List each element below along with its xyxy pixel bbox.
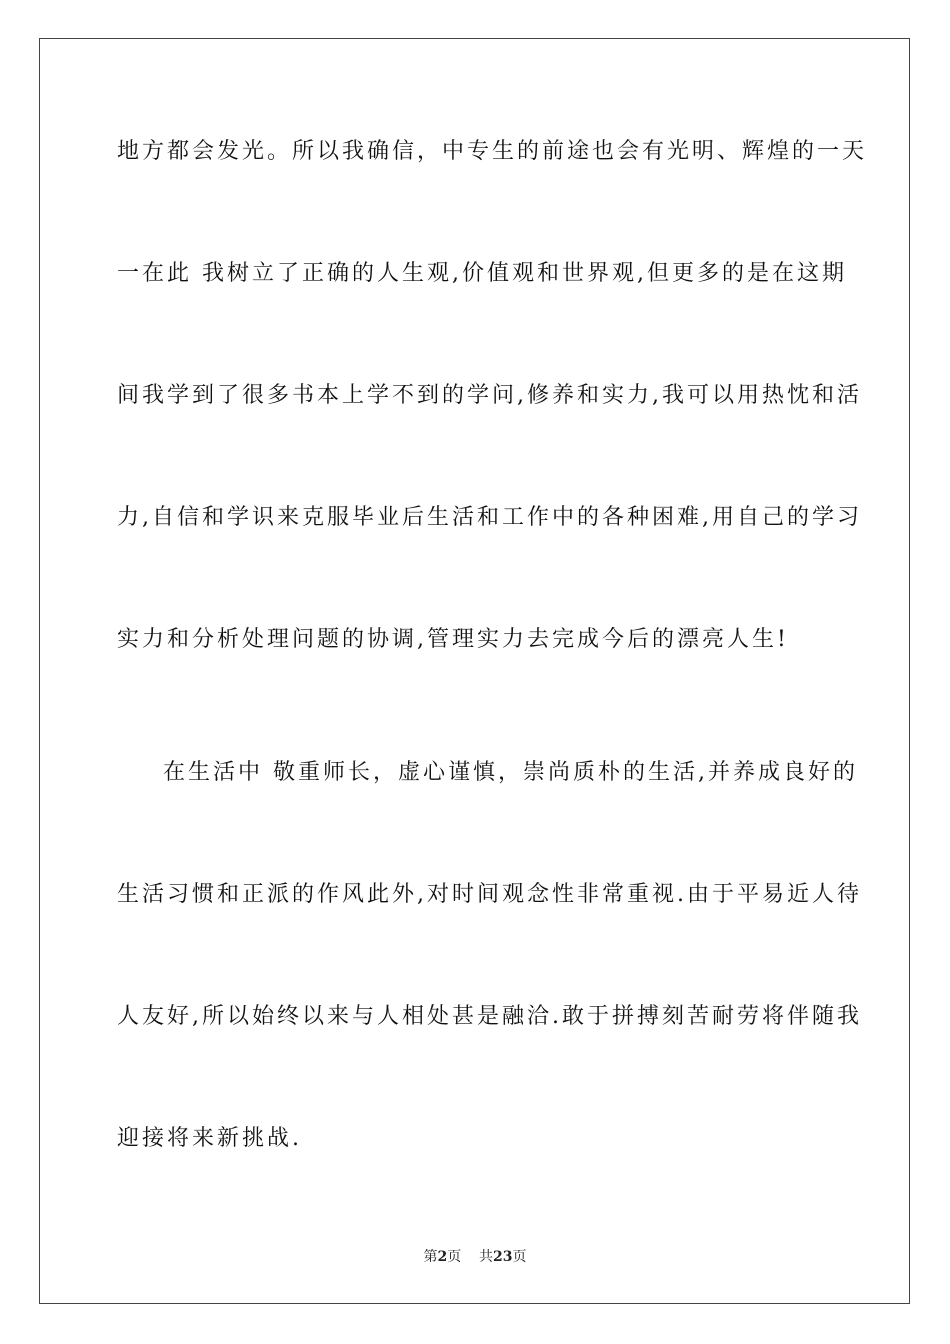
body-text-line-3: 间我学到了很多书本上学不到的学问,修养和实力,我可以用热忱和活 [117,383,862,408]
page-suffix: 页 [447,1249,462,1265]
body-text-line-2: 一在此 我树立了正确的人生观,价值观和世界观,但更多的是在这期 [117,261,847,286]
paragraph-2-line-3: 人友好,所以始终以来与人相处甚是融洽.敢于拼搏刻苦耐劳将伴随我 [117,1004,862,1029]
total-prefix: 共 [479,1249,494,1265]
paragraph-2-line-1: 在生活中 敬重师长，虚心谨慎，崇尚质朴的生活,并养成良好的 [163,760,858,785]
body-text-line-1: 地方都会发光。所以我确信，中专生的前途也会有光明、辉煌的一天 [117,139,868,164]
page-prefix: 第 [423,1249,438,1265]
body-text-line-4: 力,自信和学识来克服毕业后生活和工作中的各种困难,用自己的学习 [117,505,862,530]
paragraph-2-line-4: 迎接将来新挑战. [117,1126,302,1151]
page-border [39,38,910,1304]
paragraph-2-line-2: 生活习惯和正派的作风此外,对时间观念性非常重视.由于平易近人待 [117,882,862,907]
body-text-line-5: 实力和分析处理问题的协调,管理实力去完成今后的漂亮人生! [117,627,789,652]
total-page-count: 23 [493,1249,513,1265]
page-footer [0,1248,950,1266]
total-suffix: 页 [512,1249,527,1265]
current-page-number: 2 [437,1249,448,1265]
